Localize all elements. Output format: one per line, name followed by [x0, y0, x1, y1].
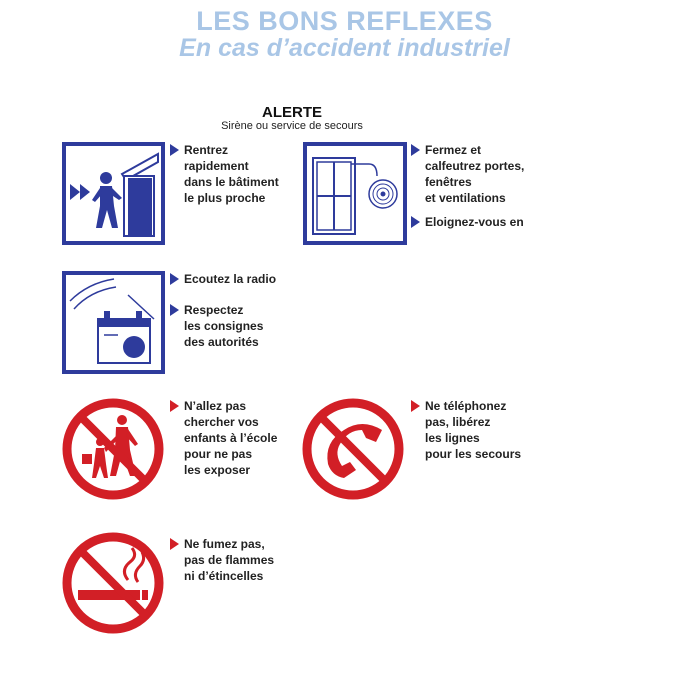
bullet-arrow-icon [170, 400, 179, 412]
bullet-arrow-icon [170, 144, 179, 156]
alert-subheading: Sirène ou service de secours [221, 120, 363, 132]
page-title: LES BONS REFLEXES [196, 6, 493, 36]
window-and-tape-icon [303, 142, 407, 245]
radio-text: Respectez les consignes des autorités [170, 302, 263, 350]
no-fetching-children-icon [60, 396, 166, 502]
radio-first-text: Ecoutez la radio [170, 271, 276, 287]
bullet-arrow-icon [170, 538, 179, 550]
alert-heading: ALERTE [262, 104, 322, 121]
shelter-text: Rentrez rapidement dans le bâtiment le plus proche [170, 142, 279, 206]
no-phone-icon [300, 396, 406, 502]
bullet-arrow-icon [411, 144, 420, 156]
phone-text: Ne téléphonez pas, libérez les lignes pour les secours [411, 398, 521, 462]
person-entering-building-icon [62, 142, 165, 245]
move-away-text: Eloignez-vous en [411, 214, 524, 230]
page-subtitle: En cas d’accident industriel [179, 34, 510, 62]
children-text: N’allez pas chercher vos enfants à l’école pour ne pas les exposer [170, 398, 277, 478]
bullet-arrow-icon [411, 216, 420, 228]
seal-text: Fermez et calfeutrez portes, fenêtres et ventilations [411, 142, 524, 206]
no-smoking-icon [60, 530, 166, 636]
smoke-text: Ne fumez pas, pas de flammes ni d’étincelles [170, 536, 274, 584]
radio-icon [62, 271, 165, 374]
bullet-arrow-icon [411, 400, 420, 412]
bullet-arrow-icon [170, 304, 179, 316]
bullet-arrow-icon [170, 273, 179, 285]
